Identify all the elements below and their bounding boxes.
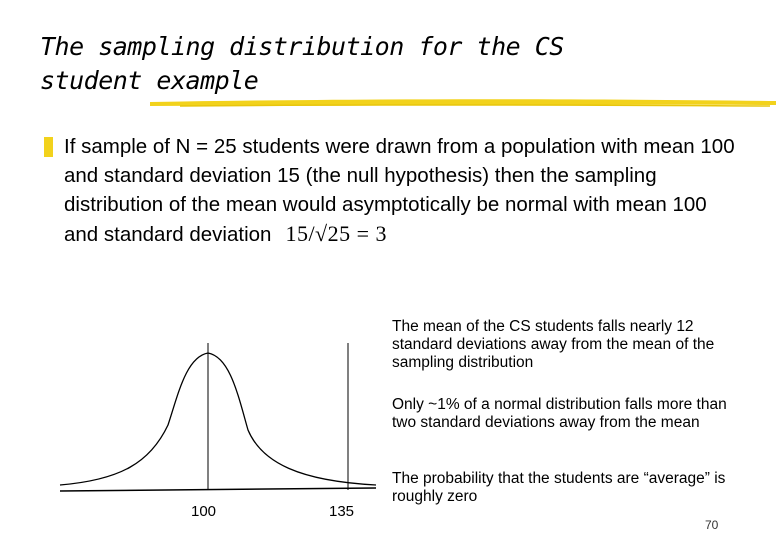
note-probability: The probability that the students are “average” is roughly zero (392, 470, 726, 505)
bullet-text (64, 132, 744, 249)
sd-formula: 15/√25 = 3 (285, 221, 388, 246)
bullet-body: If sample of N = 25 students were drawn from a population with mean 100 and standard deviation 15 (the null hypothesis) then the sampling distribution of the mean would asymptotically be normal with mean 100 and standard deviation (64, 135, 735, 246)
title-underline (0, 96, 780, 110)
tick-label-100: 100 (191, 503, 217, 520)
normal-curve-figure (50, 335, 380, 500)
normal-curve (60, 353, 376, 485)
note-twelve-sd: The mean of the CS students falls nearly 12 standard deviations away from the mean of the sampling distribution (392, 318, 715, 371)
bullet-marker (44, 137, 53, 157)
tick-label-135: 135 (329, 503, 355, 520)
note-one-percent: Only ~1% of a normal distribution falls more than two standard deviations away from the mean (392, 396, 727, 431)
page-number: 70 (705, 518, 719, 532)
slide-title: The sampling distribution for the CS student example (40, 32, 564, 95)
baseline (60, 488, 376, 491)
